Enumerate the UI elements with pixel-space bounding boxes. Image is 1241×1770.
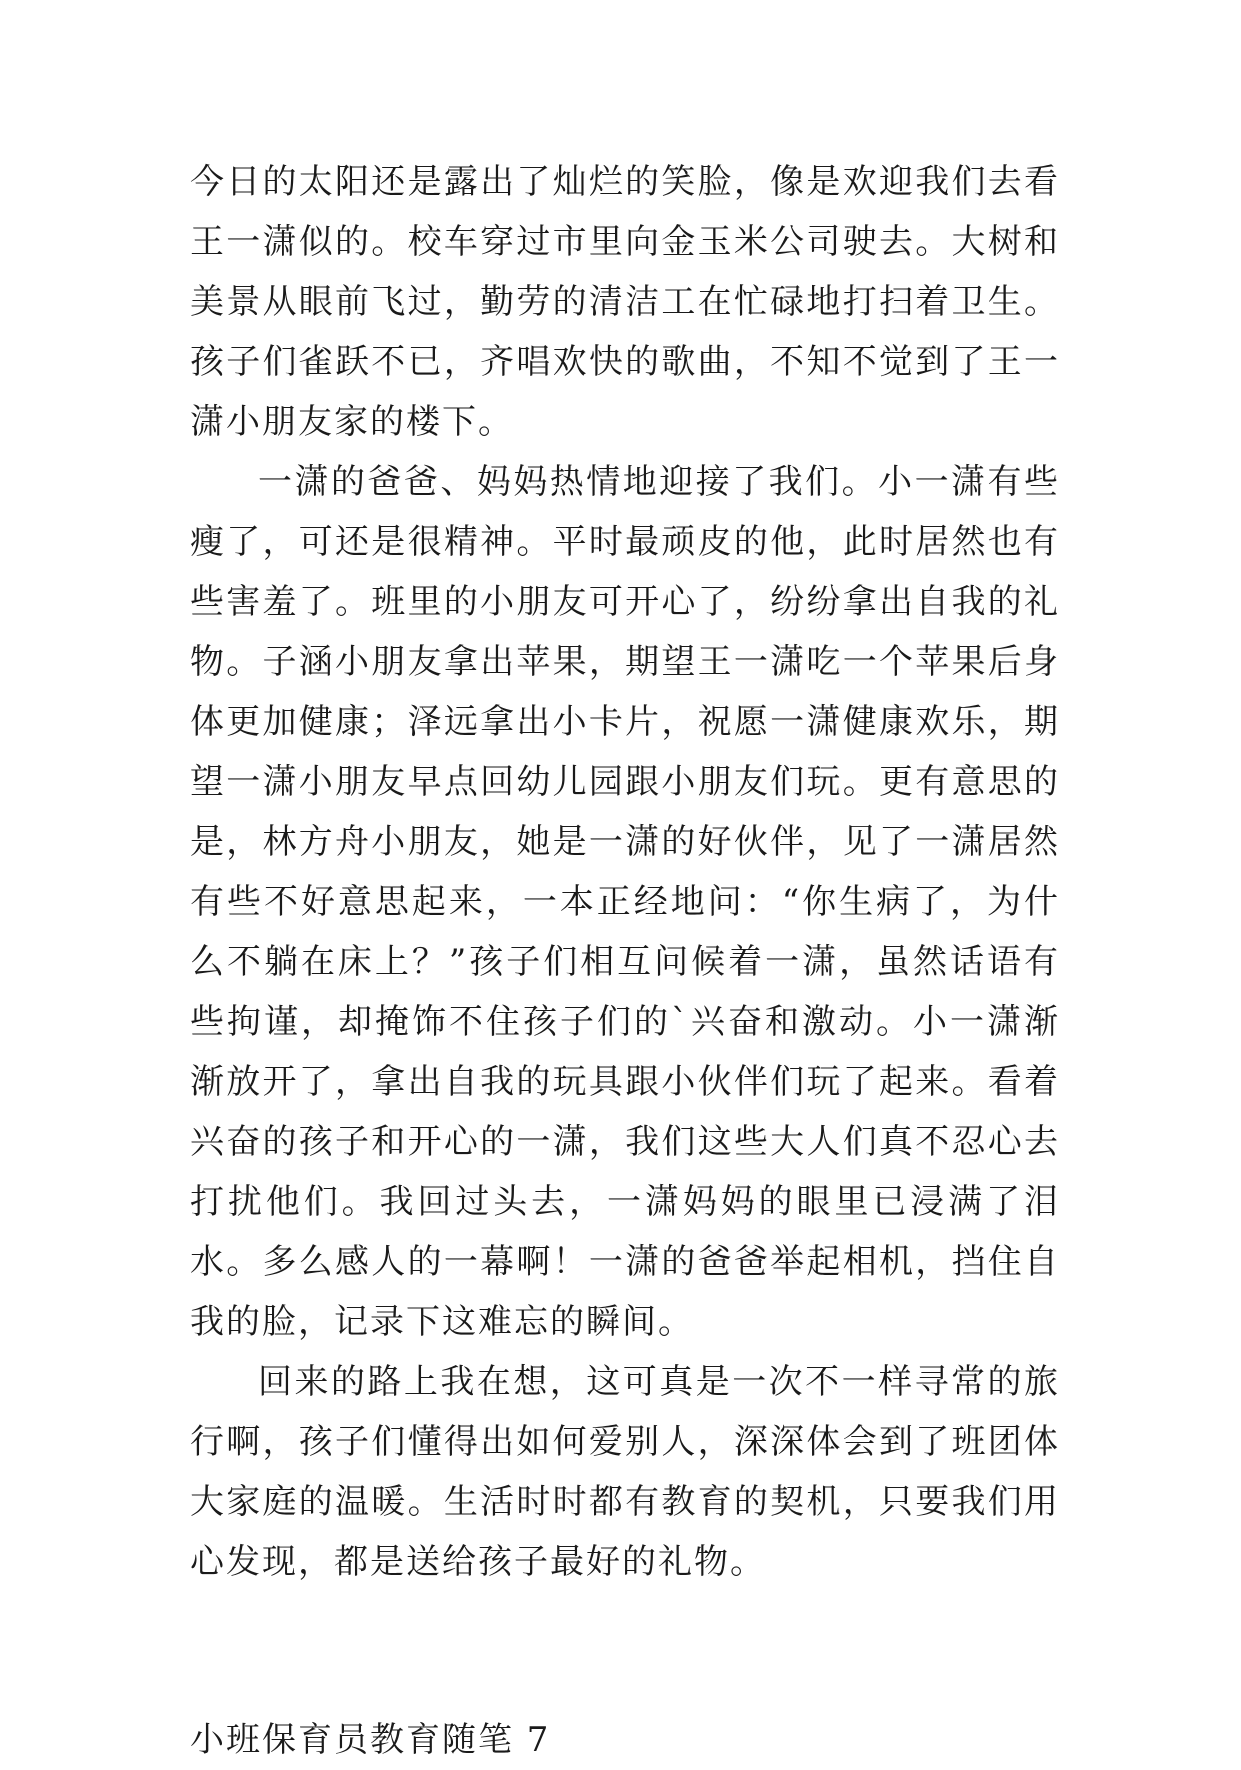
section-title: 小班保育员教育随笔 7	[190, 1720, 551, 1760]
paragraph-2: 一潇的爸爸、妈妈热情地迎接了我们。小一潇有些瘦了，可还是很精神。平时最顽皮的他，此时居然也有些害羞了。班里的小朋友可开心了，纷纷拿出自我的礼物。子涵小朋友拿出苹果，期望王一潇吃一个苹果后身体更加健康；泽远拿出小卡片，祝愿一潇健康欢乐，期望一潇小朋友早点回幼儿园跟小朋友们玩。更有意思的是，林方舟小朋友，她是一潇的好伙伴，见了一潇居然有些不好意思起来，一本正经地问：“你生病了，为什么不躺在床上？”孩子们相互问候着一潇，虽然话语有些拘谨，却掩饰不住孩子们的`兴奋和激动。小一潇渐渐放开了，拿出自我的玩具跟小伙伴们玩了起来。看着兴奋的孩子和开心的一潇，我们这些大人们真不忍心去打扰他们。我回过头去，一潇妈妈的眼里已浸满了泪水。多么感人的一幕啊！一潇的爸爸举起相机，挡住自我的脸，记录下这难忘的瞬间。	[190, 462, 1060, 1342]
paragraph-3: 回来的路上我在想，这可真是一次不一样寻常的旅行啊，孩子们懂得出如何爱别人，深深体会到了班团体大家庭的温暖。生活时时都有教育的契机，只要我们用心发现，都是送给孩子最好的礼物。	[190, 1362, 1060, 1582]
paragraph-1: 今日的太阳还是露出了灿烂的笑脸，像是欢迎我们去看王一潇似的。校车穿过市里向金玉米公司驶去。大树和美景从眼前飞过，勤劳的清洁工在忙碌地打扫着卫生。孩子们雀跃不已，齐唱欢快的歌曲，不知不觉到了王一潇小朋友家的楼下。	[190, 162, 1060, 442]
document-body	[190, 152, 1060, 1770]
